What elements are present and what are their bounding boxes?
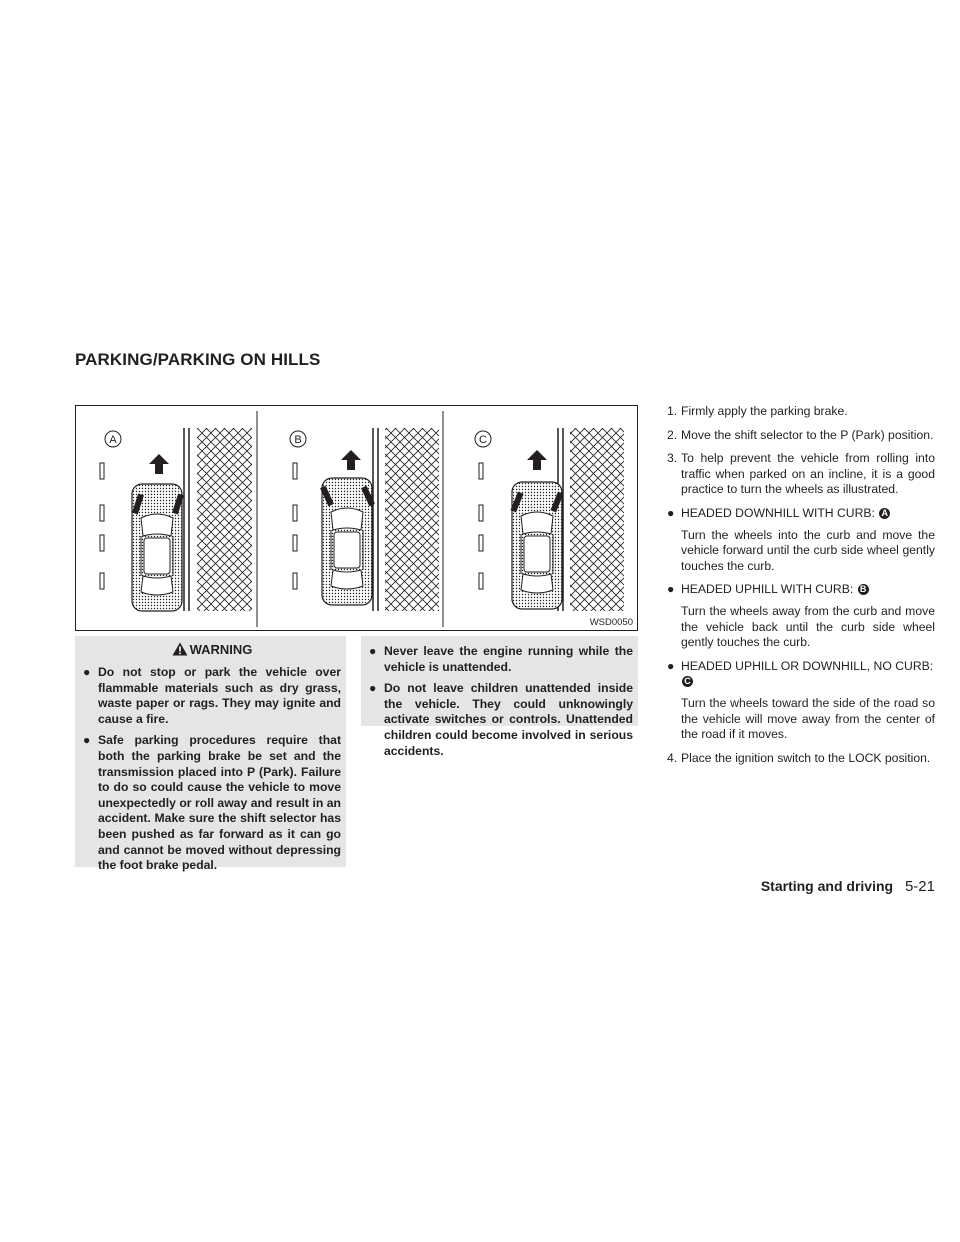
warning-item: [83, 733, 341, 873]
step-2: [667, 428, 935, 444]
callout-b-icon: B: [858, 584, 869, 595]
warning-item: [83, 665, 341, 727]
page-footer: [761, 878, 935, 895]
warning-text: Do not leave children unattended inside the vehicle. They could unknowingly activate switches or controls. Unattended children could become involved in serious accidents.: [384, 681, 633, 758]
step-text: Move the shift selector to the P (Park) position.: [681, 427, 934, 442]
panel-b-label: B: [294, 434, 302, 446]
bullet: ●: [83, 733, 91, 748]
warning-header: [83, 642, 341, 657]
figure-code: WSD0050: [589, 617, 633, 628]
warning-item: [369, 644, 633, 675]
step-number: 4.: [667, 750, 678, 765]
case-a-heading: [667, 506, 935, 522]
warning-title: WARNING: [189, 642, 253, 657]
step-3: [667, 451, 935, 498]
case-c-text: Turn the wheels toward the side of the road so the vehicle will move away from the center of the road if it moves.: [681, 695, 935, 742]
bullet: ●: [667, 505, 675, 520]
parking-steps: [667, 404, 935, 774]
warning-text: Safe parking procedures require that both the parking brake be set and the transmission placed into P (Park). Failure to do so could cause the vehicle to move unexpectedly or roll away and result in an accident. Make sure the shift selector has been pushed as far forward as it can go and cannot be moved without depressing the foot brake pedal.: [98, 733, 341, 873]
case-heading-text: HEADED DOWNHILL WITH CURB:: [681, 505, 875, 520]
warning-box-right: [361, 636, 638, 758]
case-heading-text: HEADED UPHILL WITH CURB:: [681, 582, 854, 597]
bullet: ●: [667, 582, 675, 597]
panel-a: [100, 428, 252, 611]
step-number: 3.: [667, 451, 678, 466]
section-title: PARKING/PARKING ON HILLS: [75, 350, 321, 369]
panel-c: [475, 428, 624, 611]
chapter-name: Starting and driving: [760, 878, 894, 894]
bullet: ●: [369, 644, 377, 658]
parking-illustration: [75, 405, 638, 631]
step-4: [667, 751, 935, 767]
step-text: To help prevent the vehicle from rolling into traffic when parked on an incline, it is a good practice to turn the wheels as illustrated.: [681, 451, 935, 497]
warning-icon: [172, 642, 188, 656]
callout-a-icon: A: [879, 508, 890, 519]
case-b-heading: [667, 582, 935, 598]
step-number: 2.: [667, 427, 678, 442]
case-heading-text: HEADED UPHILL OR DOWNHILL, NO CURB:: [681, 658, 934, 673]
step-number: 1.: [667, 404, 678, 418]
step-text: Place the ignition switch to the LOCK position.: [681, 750, 931, 765]
bullet: ●: [667, 658, 675, 673]
case-c-heading: [667, 659, 935, 690]
bullet: ●: [83, 665, 91, 679]
bullet: ●: [369, 681, 377, 696]
step-1: [667, 404, 935, 420]
step-text: Firmly apply the parking brake.: [681, 404, 848, 418]
panel-c-label: C: [479, 434, 487, 446]
warning-item: [369, 681, 633, 759]
case-b-text: Turn the wheels away from the curb and move the vehicle back until the curb side wheel gently touches the curb.: [681, 603, 935, 650]
panel-a-label: A: [109, 434, 117, 446]
warning-box-left: [75, 636, 346, 873]
warning-text: Do not stop or park the vehicle over flammable materials such as dry grass, waste paper or rags. They may ignite and cause a fire.: [98, 665, 341, 726]
panel-b: [290, 428, 439, 611]
case-a-text: Turn the wheels into the curb and move the vehicle forward until the curb side wheel gently touches the curb.: [681, 527, 935, 573]
parking-diagram: [76, 406, 639, 632]
page-number: 5-21: [904, 878, 935, 895]
warning-text: Never leave the engine running while the vehicle is unattended.: [384, 644, 633, 674]
callout-c-icon: C: [682, 676, 693, 687]
